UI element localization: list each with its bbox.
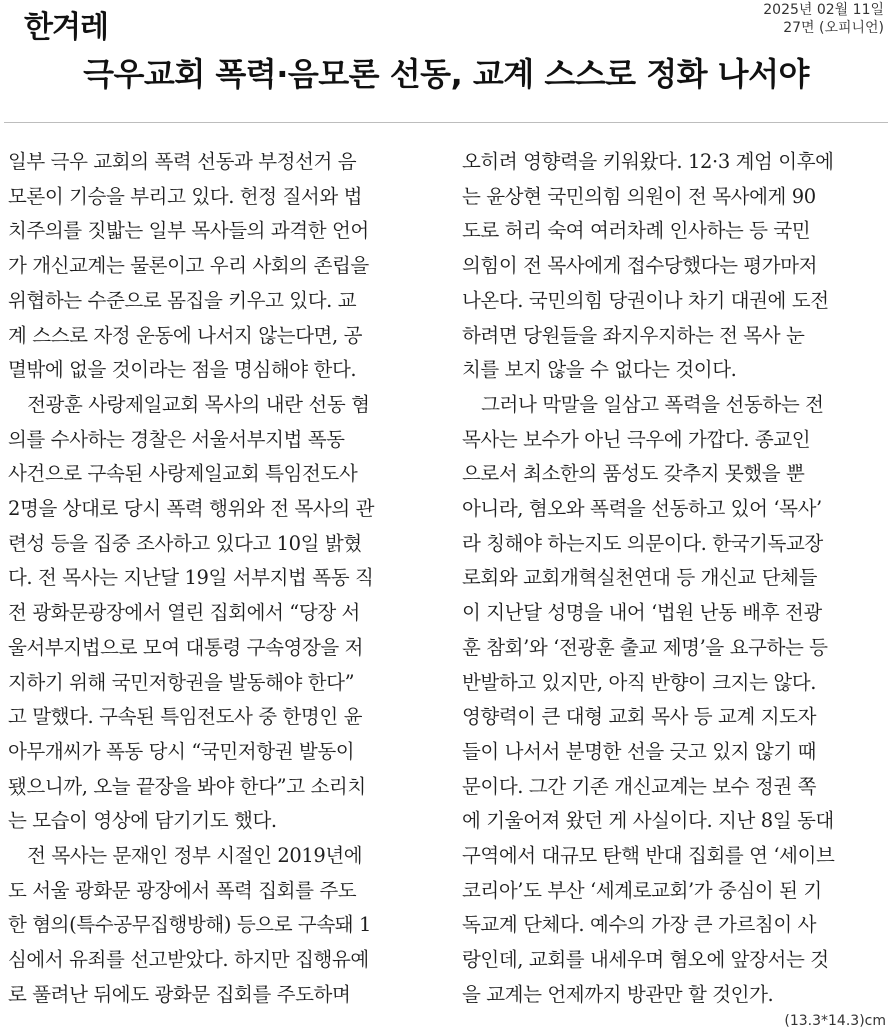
article-line: 코리아’도 부산 ‘세계로교회’가 중심이 된 기 — [462, 878, 822, 902]
masthead — [0, 0, 892, 44]
clipping-size: (13.3*14.3)cm — [784, 1013, 886, 1029]
article-line: 모론이 기승을 부리고 있다. 헌정 질서와 법 — [8, 184, 363, 208]
article-line: 구역에서 대규모 탄핵 반대 집회를 연 ‘세이브 — [462, 844, 835, 868]
article-line: 가 개신교계는 물론이고 우리 사회의 존립을 — [8, 254, 369, 278]
article-line: 의힘이 전 목사에게 접수당했다는 평가마저 — [462, 254, 818, 278]
article-line: 심에서 유죄를 선고받았다. 하지만 집행유예 — [8, 948, 369, 972]
article-line: 라 칭해야 하는지도 의문이다. 한국기독교장 — [462, 531, 823, 555]
headline-divider — [4, 122, 888, 123]
page-section: 27면 (오피니언) — [783, 20, 884, 36]
article-line: 2명을 상대로 당시 폭력 행위와 전 목사의 관 — [8, 497, 375, 521]
article-line: 전 광화문광장에서 열린 집회에서 “당장 서 — [8, 601, 360, 625]
article-line: 반발하고 있지만, 아직 반향이 크지는 않다. — [462, 670, 817, 694]
article-line: 치를 보지 않을 수 없다는 것이다. — [462, 358, 737, 382]
article-line: 도로 허리 숙여 여러차례 인사하는 등 국민 — [462, 219, 811, 243]
article-line: 울서부지법으로 모여 대통령 구속영장을 저 — [8, 635, 364, 659]
article-line: 다. 전 목사는 지난달 19일 서부지법 폭동 직 — [8, 566, 374, 590]
article-line: 을 교계는 언제까지 방관만 할 것인가. — [462, 982, 774, 1006]
article-line: 그러나 막말을 일삼고 폭력을 선동하는 전 — [462, 392, 824, 416]
article-line: 는 윤상현 국민의힘 의원이 전 목사에게 90 — [462, 184, 816, 208]
article-line: 사건으로 구속된 사랑제일교회 특임전도사 — [8, 462, 358, 486]
article-line: 문이다. 그간 기존 개신교계는 보수 정권 쪽 — [462, 774, 817, 798]
newspaper-logo: 한겨레 — [24, 10, 108, 45]
article-line: 련성 등을 집중 조사하고 있다고 10일 밝혔 — [8, 531, 362, 555]
article-line: 지하기 위해 국민저항권을 발동해야 한다” — [8, 670, 355, 694]
article-line: 일부 극우 교회의 폭력 선동과 부정선거 음 — [8, 150, 357, 173]
publication-date: 2025년 02월 11일 — [763, 2, 884, 18]
article-line: 로 풀려난 뒤에도 광화문 집회를 주도하며 — [8, 982, 351, 1006]
article-line: 도 서울 광화문 광장에서 폭력 집회를 주도 — [8, 878, 357, 902]
article-line: 멸밖에 없을 것이라는 점을 명심해야 한다. — [8, 358, 357, 382]
article-line: 계 스스로 자정 운동에 나서지 않는다면, 공 — [8, 323, 363, 347]
article-line: 는 모습이 영상에 담기기도 했다. — [8, 809, 277, 833]
article-column-left — [8, 145, 438, 1013]
article-line: 아무개씨가 폭동 당시 “국민저항권 발동이 — [8, 739, 355, 763]
article-line: 목사는 보수가 아닌 극우에 가깝다. 종교인 — [462, 427, 811, 451]
article-line: 오히려 영향력을 키워왔다. 12·3 계엄 이후에 — [462, 150, 834, 173]
article-line: 전광훈 사랑제일교회 목사의 내란 선동 혐 — [8, 392, 370, 416]
article-line: 에 기울어져 왔던 게 사실이다. 지난 8일 동대 — [462, 809, 834, 833]
article-column-right — [462, 145, 888, 1013]
article-line: 됐으니까, 오늘 끝장을 봐야 한다”고 소리치 — [8, 774, 366, 798]
article-line: 전 목사는 문재인 정부 시절인 2019년에 — [8, 844, 363, 868]
article-line: 위협하는 수준으로 몸집을 키우고 있다. 교 — [8, 288, 357, 312]
article-line: 나온다. 국민의힘 당권이나 차기 대권에 도전 — [462, 288, 829, 312]
article-line: 한 혐의(특수공무집행방해) 등으로 구속돼 1 — [8, 913, 372, 937]
article-line: 랑인데, 교회를 내세우며 혐오에 앞장서는 것 — [462, 948, 829, 972]
article-line: 독교계 단체다. 예수의 가장 큰 가르침이 사 — [462, 913, 817, 937]
article-line: 아니라, 혐오와 폭력을 선동하고 있어 ‘목사’ — [462, 497, 822, 521]
article-line: 치주의를 짓밟는 일부 목사들의 과격한 언어 — [8, 219, 369, 243]
article-line: 훈 참회’와 ‘전광훈 출교 제명’을 요구하는 등 — [462, 635, 828, 659]
publication-meta — [763, 1, 884, 37]
article-line: 고 말했다. 구속된 특임전도사 중 한명인 윤 — [8, 705, 363, 729]
article-line: 으로서 최소한의 품성도 갖추지 못했을 뿐 — [462, 462, 805, 486]
article-line: 의를 수사하는 경찰은 서울서부지법 폭동 — [8, 427, 345, 451]
article-line: 하려면 당원들을 좌지우지하는 전 목사 눈 — [462, 323, 805, 347]
article-line: 이 지난달 성명을 내어 ‘법원 난동 배후 전광 — [462, 601, 822, 625]
article-line: 영향력이 큰 대형 교회 목사 등 교계 지도자 — [462, 705, 817, 729]
article-headline: 극우교회 폭력·음모론 선동, 교계 스스로 정화 나서야 — [83, 55, 809, 93]
article-line: 들이 나서서 분명한 선을 긋고 있지 않기 때 — [462, 739, 817, 763]
article-line: 로회와 교회개혁실천연대 등 개신교 단체들 — [462, 566, 818, 590]
